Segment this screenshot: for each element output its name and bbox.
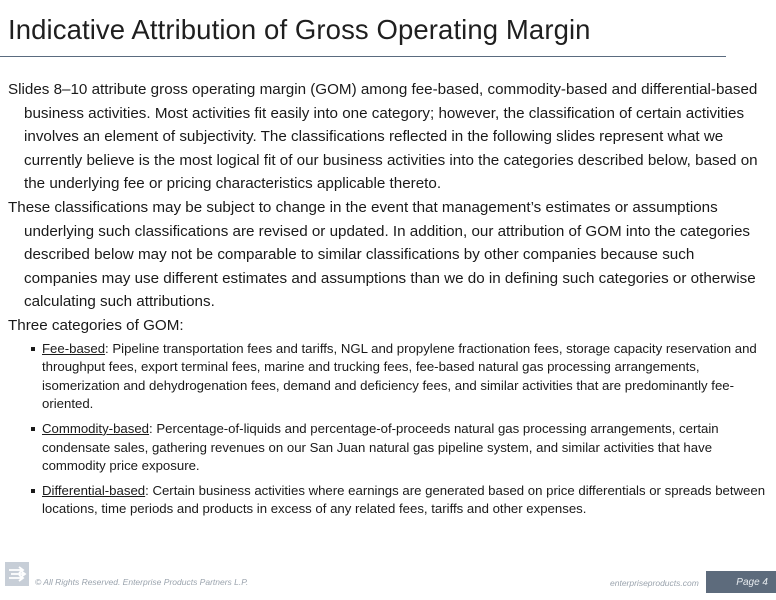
- category-item-fee-based: [31, 340, 770, 414]
- title-divider: [0, 56, 726, 57]
- paragraph-classifications: These classifications may be subject to change in the event that management’s estimates or assumptions underlying such classifications are revised or updated. In addition, our attribution of GOM into the categories described below may not be comparable to similar classifications by other companies because such companies may use different estimates and assumptions than we do in defining such categories or otherwise calculating such attributions.: [8, 198, 756, 311]
- category-description: : Certain business activities where earnings are generated based on price differentials or spreads between locations, time periods and products in excess of any related fees, tariffs and other expenses.: [42, 482, 766, 517]
- logo-arrows-icon: [7, 564, 27, 584]
- page-number: Page 4: [736, 576, 768, 588]
- category-list: [8, 340, 770, 519]
- paragraph-attribution: Slides 8–10 attribute gross operating margin (GOM) among fee-based, commodity-based and differential-based business activities. Most activities fit easily into one category; however, the classification of certain activities involves an element of subjectivity. The classifications reflected in the following slides represent what we currently believe is the most logical fit of our business activities into the categories described below, based on the underlying fee or pricing characteristics applicable thereto.: [8, 81, 758, 193]
- square-bullet-icon: [31, 347, 35, 351]
- category-term: Differential-based: [42, 482, 146, 498]
- category-description: : Percentage-of-liquids and percentage-of-proceeds natural gas processing arrangements, certain condensate sales, gathering revenues on our San Juan natural gas pipeline system, and similar activities that have commodity price exposure.: [42, 420, 719, 474]
- slide-body: [8, 78, 770, 525]
- category-term: Commodity-based: [42, 420, 150, 436]
- company-logo-icon: [5, 562, 29, 586]
- category-item-differential-based: [31, 482, 770, 519]
- square-bullet-icon: [31, 489, 35, 493]
- page-number-badge: [706, 571, 776, 593]
- square-bullet-icon: [31, 427, 35, 431]
- footer-copyright: © All Rights Reserved. Enterprise Products Partners L.P.: [35, 577, 249, 587]
- category-item-commodity-based: [31, 420, 770, 476]
- slide-title: Indicative Attribution of Gross Operating Margin: [8, 14, 591, 45]
- category-term: Fee-based: [42, 340, 106, 356]
- footer-website: enterpriseproducts.com: [610, 578, 699, 588]
- category-description: : Pipeline transportation fees and tariffs, NGL and propylene fractionation fees, storage capacity reservation and throughput fees, export terminal fees, marine and trucking fees, fee-based natural gas processing arrangements, isomerization and dehydrogenation fees, demand and deficiency fees, and similar activities that are predominantly fee-oriented.: [42, 340, 757, 412]
- categories-intro: Three categories of GOM:: [8, 316, 184, 334]
